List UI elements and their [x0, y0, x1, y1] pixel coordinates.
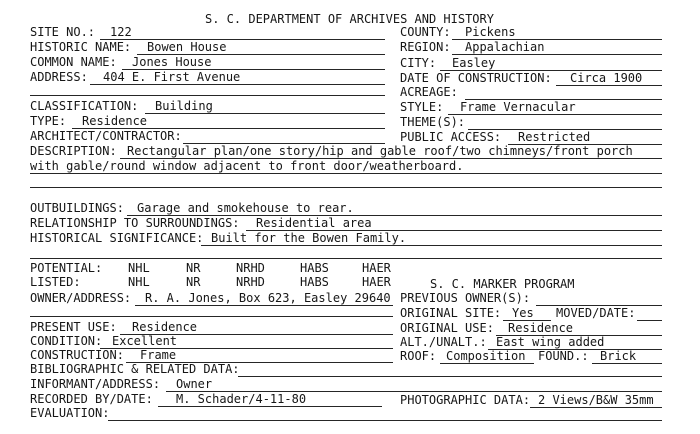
moved-date-label: MOVED/DATE: — [556, 306, 636, 320]
common-name-value: Jones House — [132, 55, 212, 69]
potential-label: POTENTIAL: — [30, 261, 103, 275]
address-value: 404 E. First Avenue — [103, 70, 241, 84]
description-underline-2 — [30, 173, 662, 174]
evaluation-underline — [108, 420, 662, 421]
county-label: COUNTY: — [400, 25, 451, 39]
foundation-value: Brick — [600, 349, 637, 363]
roof-label: ROOF: — [400, 349, 437, 363]
description-line-1: Rectangular plan/one story/hip and gable roof/two chimneys/front porch — [127, 144, 633, 158]
recorded-by-label: RECORDED BY/DATE: — [30, 392, 153, 406]
alterations-label: ALT./UNALT.: — [400, 335, 487, 349]
type-value: Residence — [82, 114, 148, 128]
style-label: STYLE: — [400, 100, 444, 114]
form-header: S. C. DEPARTMENT OF ARCHIVES AND HISTORY — [205, 12, 494, 26]
bibliographic-label: BIBLIOGRAPHIC & RELATED DATA: — [30, 362, 240, 376]
condition-value: Excellent — [112, 334, 178, 348]
description-underline-3 — [30, 187, 662, 188]
region-label: REGION: — [400, 40, 451, 54]
region-value: Appalachian — [465, 40, 545, 54]
classification-underline — [145, 113, 385, 114]
listed-nr: NR — [186, 275, 201, 289]
significance-label: HISTORICAL SIGNIFICANCE: — [30, 231, 204, 245]
present-use-label: PRESENT USE: — [30, 320, 117, 334]
original-site-label: ORIGINAL SITE: — [400, 306, 502, 320]
region-underline — [452, 54, 662, 55]
photographic-underline — [530, 407, 662, 408]
potential-nhl: NHL — [128, 261, 150, 275]
common-name-label: COMMON NAME: — [30, 55, 117, 69]
listed-habs: HABS — [300, 275, 329, 289]
foundation-label: FOUND.: — [538, 349, 589, 363]
potential-haer: HAER — [362, 261, 391, 275]
bibliographic-underline — [238, 376, 662, 377]
listed-label: LISTED: — [30, 275, 81, 289]
photographic-value: 2 Views/B&W 35mm — [538, 393, 654, 407]
architect-label: ARCHITECT/CONTRACTOR: — [30, 129, 182, 143]
city-label: CITY: — [400, 56, 437, 70]
site-no-underline — [100, 39, 385, 40]
roof-value: Composition — [446, 349, 526, 363]
type-label: TYPE: — [30, 114, 67, 128]
previous-owners-label: PREVIOUS OWNER(S): — [400, 291, 531, 305]
date-of-construction-value: Circa 1900 — [570, 71, 643, 85]
classification-value: Building — [155, 99, 213, 113]
relationship-label: RELATIONSHIP TO SURROUNDINGS: — [30, 216, 240, 230]
date-of-construction-label: DATE OF CONSTRUCTION: — [400, 71, 552, 85]
alterations-value: East wing added — [496, 335, 605, 349]
construction-label: CONSTRUCTION: — [30, 348, 124, 362]
public-access-value: Restricted — [518, 130, 591, 144]
left-section-divider — [30, 95, 385, 96]
original-site-value: Yes — [512, 306, 534, 320]
historic-name-value: Bowen House — [147, 40, 227, 54]
relationship-value: Residential area — [256, 216, 372, 230]
classification-label: CLASSIFICATION: — [30, 99, 139, 113]
site-no-label: SITE NO.: — [30, 25, 96, 39]
informant-value: Owner — [176, 377, 213, 391]
recorded-by-value: M. Schader/4-11-80 — [176, 392, 307, 406]
present-use-value: Residence — [132, 320, 198, 334]
outbuildings-label: OUTBUILDINGS: — [30, 201, 124, 215]
outbuildings-value: Garage and smokehouse to rear. — [137, 201, 354, 215]
potential-habs: HABS — [300, 261, 329, 275]
public-access-label: PUBLIC ACCESS: — [400, 130, 502, 144]
owner-address-underline — [135, 305, 393, 306]
county-value: Pickens — [465, 25, 516, 39]
address-label: ADDRESS: — [30, 70, 88, 84]
acreage-label: ACREAGE: — [400, 85, 458, 99]
owner-address-label: OWNER/ADDRESS: — [30, 291, 132, 305]
description-line-2: with gable/round window adjacent to front door/weatherboard. — [30, 159, 464, 173]
themes-label: THEME(S): — [400, 115, 466, 129]
informant-label: INFORMANT/ADDRESS: — [30, 377, 161, 391]
roof-underline — [440, 363, 534, 364]
date-of-construction-underline — [556, 85, 662, 86]
style-underline — [448, 114, 662, 115]
description-label: DESCRIPTION: — [30, 144, 117, 158]
moved-date-underline — [637, 320, 662, 321]
foundation-underline — [592, 363, 662, 364]
historic-name-label: HISTORIC NAME: — [30, 40, 132, 54]
significance-value: Built for the Bowen Family. — [211, 231, 407, 245]
listed-haer: HAER — [362, 275, 391, 289]
owner-address-value: R. A. Jones, Box 623, Easley 29640 — [145, 291, 391, 305]
original-use-value: Residence — [508, 321, 574, 335]
style-value: Frame Vernacular — [460, 100, 576, 114]
potential-nr: NR — [186, 261, 201, 275]
left-section-divider-2 — [30, 316, 393, 317]
city-value: Easley — [452, 56, 496, 70]
condition-label: CONDITION: — [30, 334, 103, 348]
marker-program-heading: S. C. MARKER PROGRAM — [430, 277, 575, 291]
significance-underline — [201, 245, 662, 246]
listed-nrhd: NRHD — [236, 275, 265, 289]
listed-nhl: NHL — [128, 275, 150, 289]
photographic-label: PHOTOGRAPHIC DATA: — [400, 393, 531, 407]
site-no-value: 122 — [110, 25, 132, 39]
significance-underline-2 — [30, 258, 662, 259]
recorded-by-underline — [158, 406, 382, 407]
original-use-label: ORIGINAL USE: — [400, 321, 494, 335]
evaluation-label: EVALUATION: — [30, 406, 110, 420]
potential-nrhd: NRHD — [236, 261, 265, 275]
construction-value: Frame — [140, 348, 177, 362]
address-underline — [90, 84, 385, 85]
